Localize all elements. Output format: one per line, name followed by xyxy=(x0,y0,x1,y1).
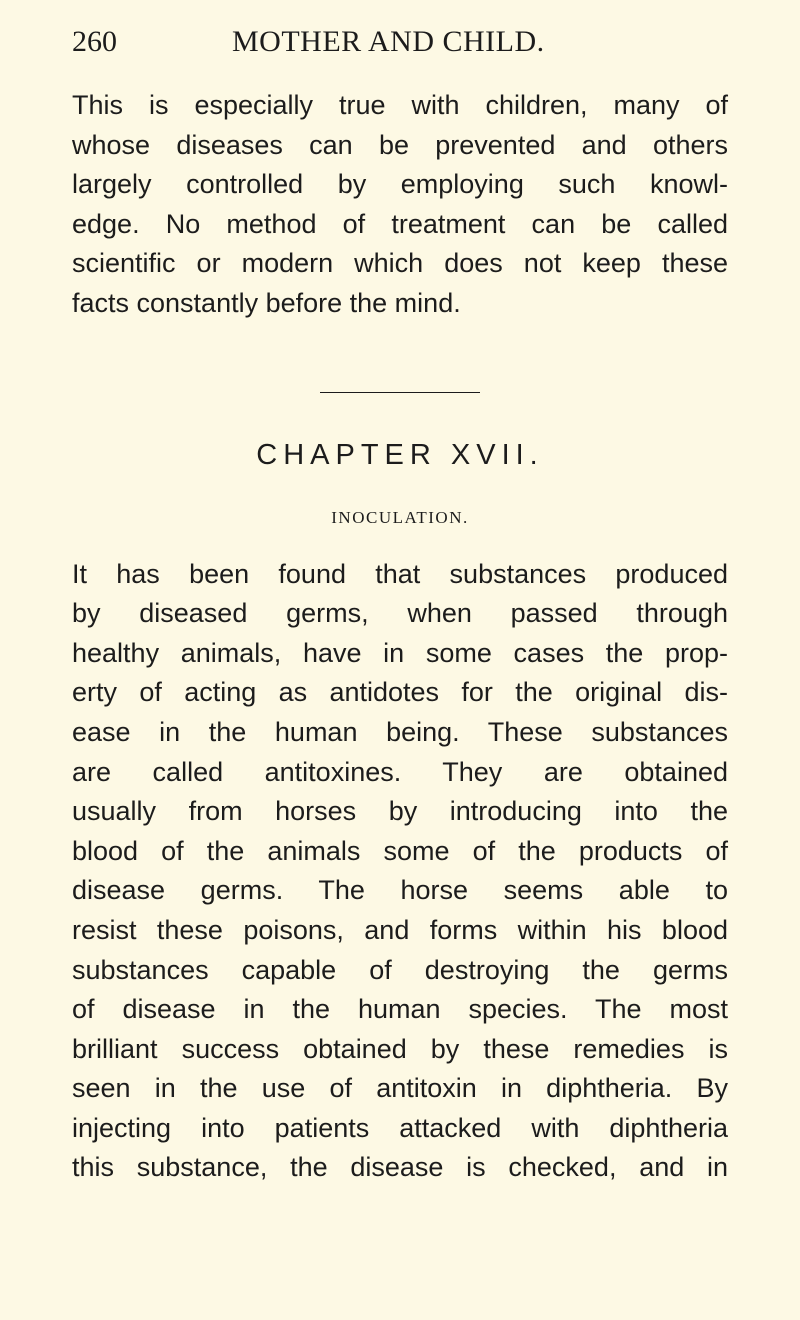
text-line: by diseased germs, when passed through xyxy=(72,598,728,629)
text-line: edge. No method of treatment can be called xyxy=(72,208,728,239)
text-line: this substance, the disease is checked, and in xyxy=(72,1152,728,1183)
book-page xyxy=(72,18,728,1188)
page-number: 260 xyxy=(72,25,117,58)
running-head xyxy=(72,18,728,66)
text-line: of disease in the human species. The most xyxy=(72,994,728,1025)
text-line: usually from horses by introducing into the xyxy=(72,796,728,827)
text-line: substances capable of destroying the germs xyxy=(72,954,728,985)
section-divider-rule xyxy=(320,392,480,393)
chapter-body-paragraph xyxy=(72,555,728,1189)
paragraph-continuation xyxy=(72,86,728,324)
text-line: injecting into patients attacked with diphtheria xyxy=(72,1112,728,1143)
text-line: brilliant success obtained by these remedies is xyxy=(72,1033,728,1064)
text-line: scientific or modern which does not keep these xyxy=(72,248,728,279)
running-head-title: MOTHER AND CHILD. xyxy=(232,25,545,58)
text-line: This is especially true with children, many of xyxy=(72,90,728,120)
text-line: seen in the use of antitoxin in diphtheria. By xyxy=(72,1073,728,1104)
text-line: ease in the human being. These substances xyxy=(72,716,728,747)
text-line: blood of the animals some of the products of xyxy=(72,835,728,866)
text-line: are called antitoxines. They are obtained xyxy=(72,756,728,787)
text-line: erty of acting as antidotes for the original dis- xyxy=(72,677,728,708)
text-line: healthy animals, have in some cases the prop- xyxy=(72,637,728,668)
text-line: largely controlled by employing such knowl- xyxy=(72,169,728,200)
chapter-subtitle: INOCULATION. xyxy=(331,507,469,527)
chapter-heading: CHAPTER XVII. xyxy=(256,438,544,471)
text-line: disease germs. The horse seems able to xyxy=(72,875,728,906)
text-line: facts constantly before the mind. xyxy=(72,287,461,318)
text-line: whose diseases can be prevented and others xyxy=(72,129,728,160)
text-line: resist these poisons, and forms within his blood xyxy=(72,914,728,945)
text-line: It has been found that substances produced xyxy=(72,558,728,589)
